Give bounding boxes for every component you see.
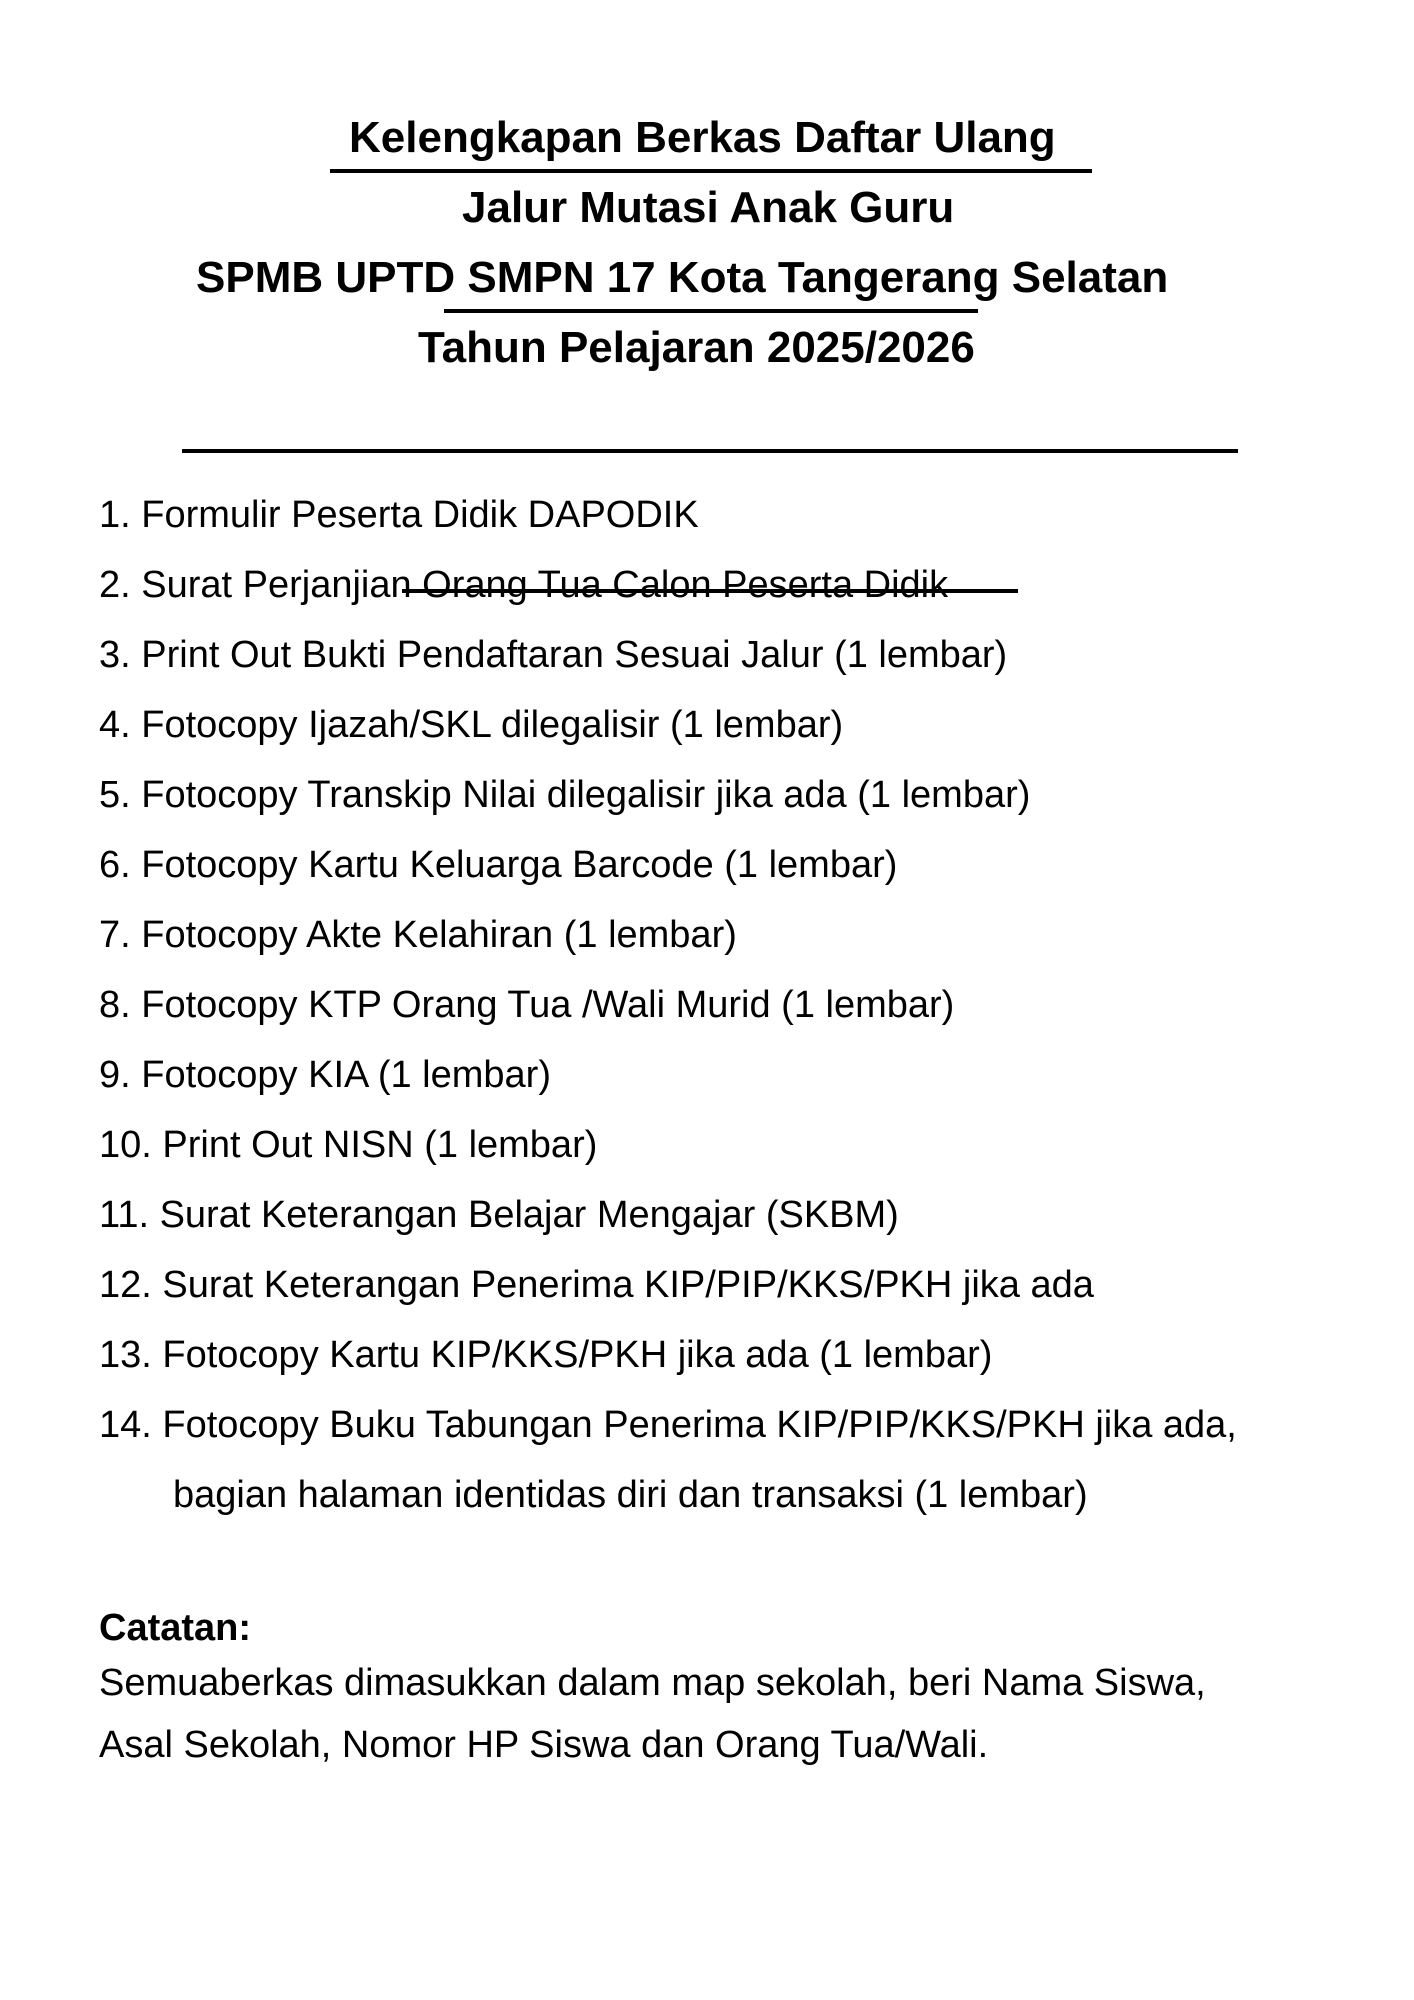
list-item: 12. Surat Keterangan Penerima KIP/PIP/KKS/PKH jika ada: [99, 1264, 1094, 1306]
list-item-14: [99, 1390, 1349, 1530]
title-text-1: Kelengkapan Berkas Daftar Ulang: [349, 113, 1056, 162]
list-item: 8. Fotocopy KTP Orang Tua /Wali Murid (1 lembar): [99, 984, 955, 1026]
title-underline-3: [182, 449, 1238, 453]
list-item: 1. Formulir Peserta Didik DAPODIK: [99, 494, 699, 536]
title-text-4: Tahun Pelajaran 2025/2026: [418, 323, 975, 372]
list-item-continuation: bagian halaman identidas diri dan transaksi (1 lembar): [173, 1474, 1088, 1516]
list-item: 5. Fotocopy Transkip Nilai dilegalisir jika ada (1 lembar): [99, 774, 1031, 816]
title-text-2: Jalur Mutasi Anak Guru: [462, 183, 955, 232]
list-item: 7. Fotocopy Akte Kelahiran (1 lembar): [99, 914, 737, 956]
title-text-3: SPMB UPTD SMPN 17 Kota Tangerang Selatan: [196, 253, 1169, 302]
notes-line-1: Semuaberkas dimasukkan dalam map sekolah, beri Nama Siswa,: [99, 1662, 1206, 1704]
list-item: 3. Print Out Bukti Pendaftaran Sesuai Jalur (1 lembar): [99, 634, 1008, 676]
notes-label: Catatan:: [99, 1607, 252, 1649]
list-item: 11. Surat Keterangan Belajar Mengajar (SKBM): [99, 1194, 899, 1236]
list-item: 10. Print Out NISN (1 lembar): [99, 1124, 598, 1166]
list-item: 13. Fotocopy Kartu KIP/KKS/PKH jika ada (1 lembar): [99, 1334, 993, 1376]
list-item: 2. Surat Perjanjian Orang Tua Calon Peserta Didik: [99, 564, 949, 606]
requirements-list: [99, 480, 1349, 1530]
title-underline-2: [444, 309, 978, 313]
list-item: 6. Fotocopy Kartu Keluarga Barcode (1 lembar): [99, 844, 898, 886]
notes-section: [99, 1604, 1349, 1776]
list-item-text: 14. Fotocopy Buku Tabungan Penerima KIP/PIP/KKS/PKH jika ada,: [99, 1404, 1237, 1446]
list-item: 9. Fotocopy KIA (1 lembar): [99, 1054, 551, 1096]
title-underline-1: [330, 169, 1092, 173]
list-item: 4. Fotocopy Ijazah/SKL dilegalisir (1 lembar): [99, 704, 844, 746]
notes-line-2: Asal Sekolah, Nomor HP Siswa dan Orang Tua/Wali.: [99, 1724, 989, 1766]
